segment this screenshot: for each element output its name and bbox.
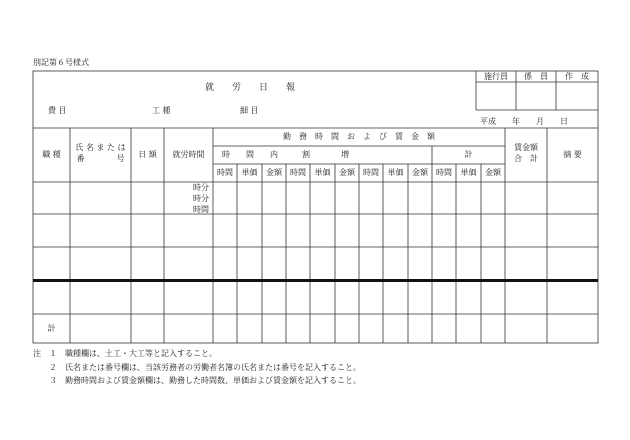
hours-unit: 時分 [193, 194, 209, 203]
subtype-label: 細 目 [240, 106, 259, 115]
cost-item-label: 費 目 [48, 106, 67, 115]
total-header: 計 [464, 150, 473, 159]
days-header: 日 額 [138, 150, 157, 159]
sub-header: 単価 [387, 168, 404, 177]
wage-group-header: 勤 務 時 間 お よ び 賃 金 額 [283, 132, 435, 141]
footer-total-label: 計 [47, 324, 56, 333]
sub-header: 金額 [339, 168, 355, 177]
sub-header: 時間 [436, 168, 452, 177]
approval-header-staff: 係 員 [524, 72, 548, 81]
note-2: ２ 氏名または番号欄は、当該労務者の労働者名簿の氏名または番号を記入すること。 [49, 363, 361, 372]
sub-header: 金額 [412, 168, 428, 177]
thick-separator [33, 279, 598, 282]
remarks-header: 摘 要 [563, 150, 582, 159]
name-header-line2: 番 号 [76, 154, 125, 163]
work-type-label: 工 種 [152, 106, 171, 115]
increase-header: 増 [341, 150, 349, 159]
wage-total-header-line2: 合 計 [514, 154, 538, 163]
hours-unit: 時間 [193, 205, 209, 214]
note-1: 注 １ 職種欄は、土工・大工等と記入すること。 [33, 349, 217, 358]
sub-header: 金額 [485, 168, 501, 177]
sub-header: 単価 [460, 168, 477, 177]
note-3: ３ 勤務時間および賃金額欄は、勤務した時間数、単価および賃金額を記入すること。 [49, 376, 361, 385]
sub-header: 時間 [363, 168, 379, 177]
sub-header: 単価 [241, 168, 258, 177]
internal-header: 時 間 内 割 [222, 150, 310, 159]
date-label: 平成 年 月 日 [480, 117, 568, 126]
hours-unit: 時分 [193, 183, 209, 192]
job-header: 職 種 [42, 150, 61, 159]
approval-header-creator: 作 成 [565, 72, 589, 81]
approval-header-inspector: 施行員 [484, 72, 508, 81]
sub-header: 単価 [314, 168, 331, 177]
name-header-line1: 氏 名 ま た は [75, 143, 126, 152]
form-title: 就 労 日 報 [205, 83, 296, 93]
sub-header: 時間 [290, 168, 306, 177]
form-label: 別記第６号様式 [33, 58, 89, 67]
hours-header: 就労時間 [172, 150, 205, 159]
wage-total-header-line1: 賃金額 [514, 143, 538, 152]
sub-header: 金額 [266, 168, 282, 177]
sub-header: 時間 [217, 168, 233, 177]
